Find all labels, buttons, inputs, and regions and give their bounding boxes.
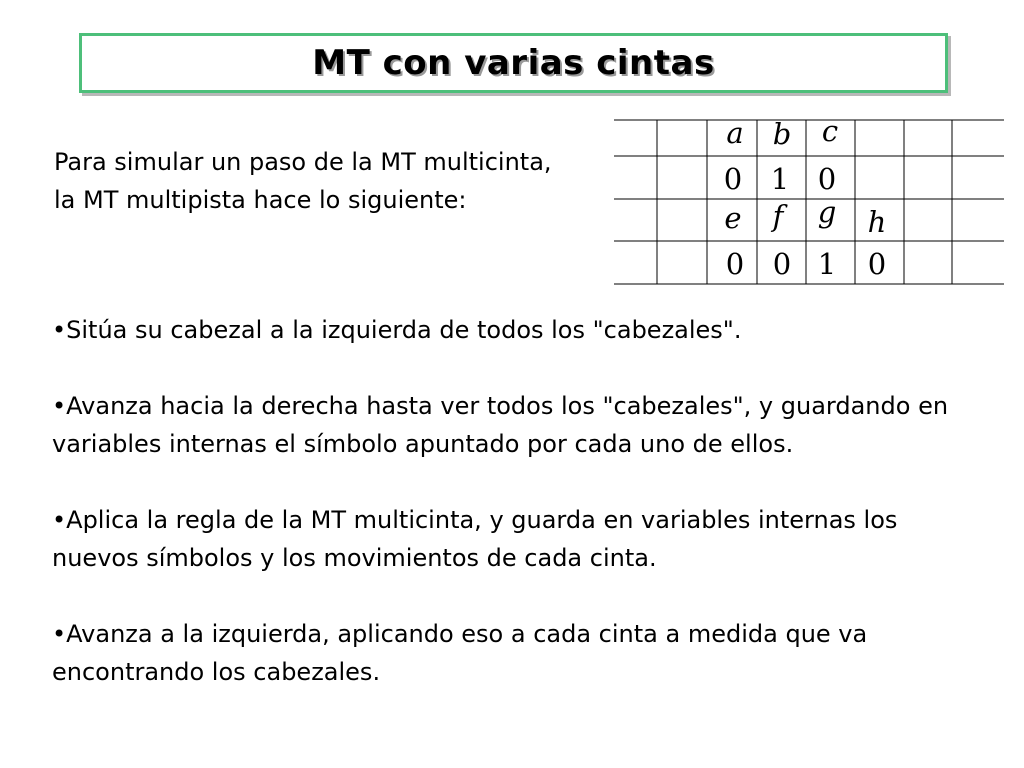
tape-symbol: 1: [817, 247, 837, 281]
bullet-item: •Avanza a la izquierda, aplicando eso a cada cinta a medida que va encontrando los cabezales.: [52, 620, 868, 686]
tape-symbol: 0: [723, 162, 743, 196]
bullet-item: •Aplica la regla de la MT multicinta, y guarda en variables internas los nuevos símbolos y los movimientos de cada cinta.: [52, 506, 898, 572]
bullet-list: [52, 311, 982, 729]
tape-symbol: e: [724, 201, 742, 235]
tape-symbol: 0: [867, 247, 887, 281]
tape-symbol: 0: [772, 247, 792, 281]
tape-symbol: c: [821, 114, 839, 148]
bullet-item: •Avanza hacia la derecha hasta ver todos los "cabezales", y guardando en variables internas el símbolo apuntado por cada uno de ellos.: [52, 392, 949, 458]
tape-symbol: 1: [770, 162, 790, 196]
tape-symbol: h: [867, 205, 887, 239]
tape-symbol: b: [772, 117, 792, 151]
tape-symbol: f: [772, 199, 784, 233]
tape-symbol: g: [817, 195, 837, 229]
tape-symbol: 0: [817, 162, 837, 196]
tape-symbol: a: [726, 116, 744, 150]
bullet-item: •Sitúa su cabezal a la izquierda de todos los "cabezales".: [52, 316, 742, 344]
intro-text: Para simular un paso de la MT multicinta, la MT multipista hace lo siguiente:: [54, 148, 552, 214]
slide-title: MT con varias cintas: [312, 43, 715, 83]
tape-symbol: 0: [725, 247, 745, 281]
